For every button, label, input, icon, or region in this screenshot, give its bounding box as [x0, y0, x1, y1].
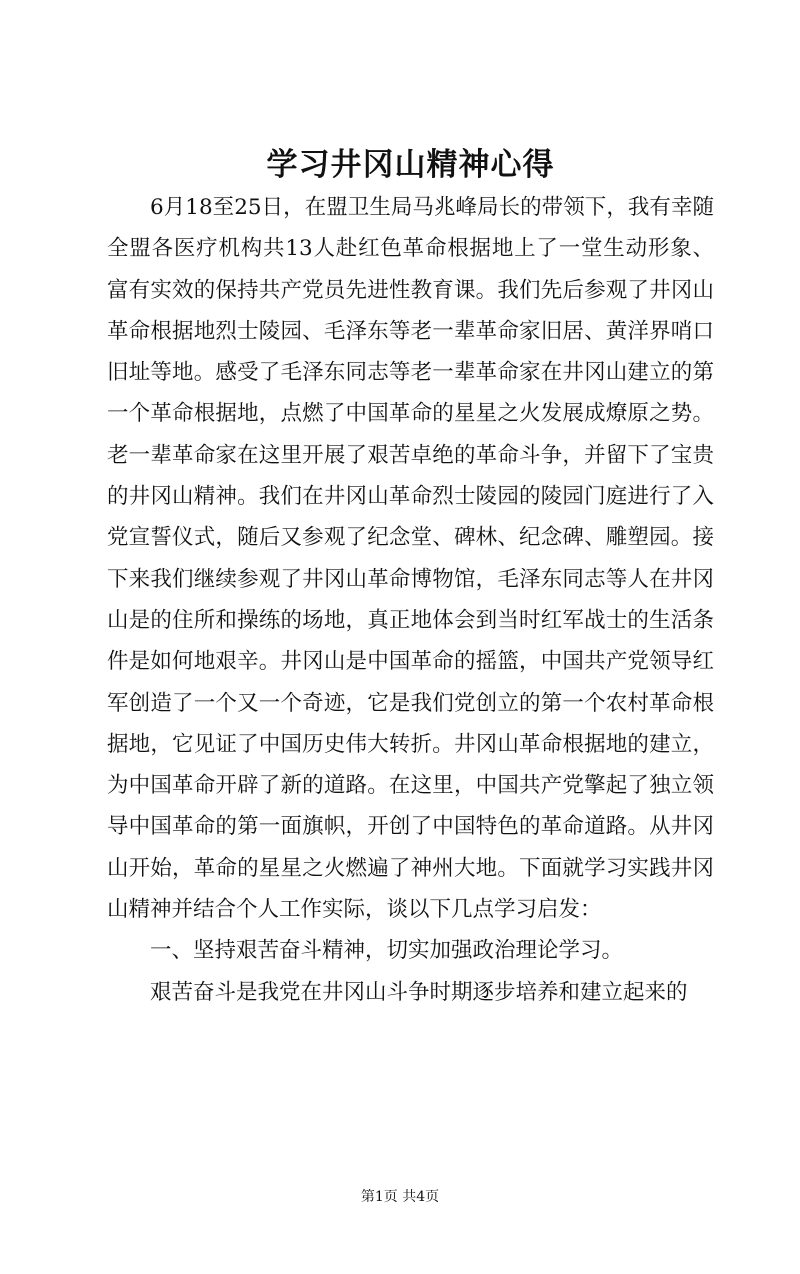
- document-page: [0, 143, 800, 1274]
- document-title: 学习井冈山精神心得: [266, 147, 555, 183]
- document-body: [107, 187, 714, 1013]
- paragraph-body-1: 艰苦奋斗是我党在井冈山斗争时期逐步培养和建立起来的: [150, 979, 688, 1005]
- page-footer: 第1页 共4页: [360, 1189, 440, 1205]
- paragraph-intro: 6月18至25日，在盟卫生局马兆峰局长的带领下，我有幸随全盟各医疗机构共13人赴红色革命根据地上了一堂生动形象、富有实效的保持共产党员先进性教育课。我们先后参观了井冈山革命根据地烈士陵园、毛泽东等老一辈革命家旧居、黄洋界哨口旧址等地。感受了毛泽东同志等老一辈革命家在井冈山建立的第一个革命根据地，点燃了中国革命的星星之火发展成燎原之势。老一辈革命家在这里开展了艰苦卓绝的革命斗争，并留下了宝贵的井冈山精神。我们在井冈山革命烈士陵园的陵园门庭进行了入党宣誓仪式，随后又参观了纪念堂、碑林、纪念碑、雕塑园。接下来我们继续参观了井冈山革命博物馆，毛泽东同志等人在井冈山是的住所和操练的场地，真正地体会到当时红军战士的生活条件是如何地艰辛。井冈山是中国革命的摇篮，中国共产党领导红军创造了一个又一个奇迹，它是我们党创立的第一个农村革命根据地，它见证了中国历史伟大转折。井冈山革命根据地的建立，为中国革命开辟了新的道路。在这里，中国共产党擎起了独立领导中国革命的第一面旗帜，开创了中国特色的革命道路。从井冈山开始，革命的星星之火燃遍了神州大地。下面就学习实践井冈山精神并结合个人工作实际，谈以下几点学习启发：: [107, 195, 714, 923]
- paragraph-heading-1: 一、坚持艰苦奋斗精神，切实加强政治理论学习。: [150, 938, 624, 964]
